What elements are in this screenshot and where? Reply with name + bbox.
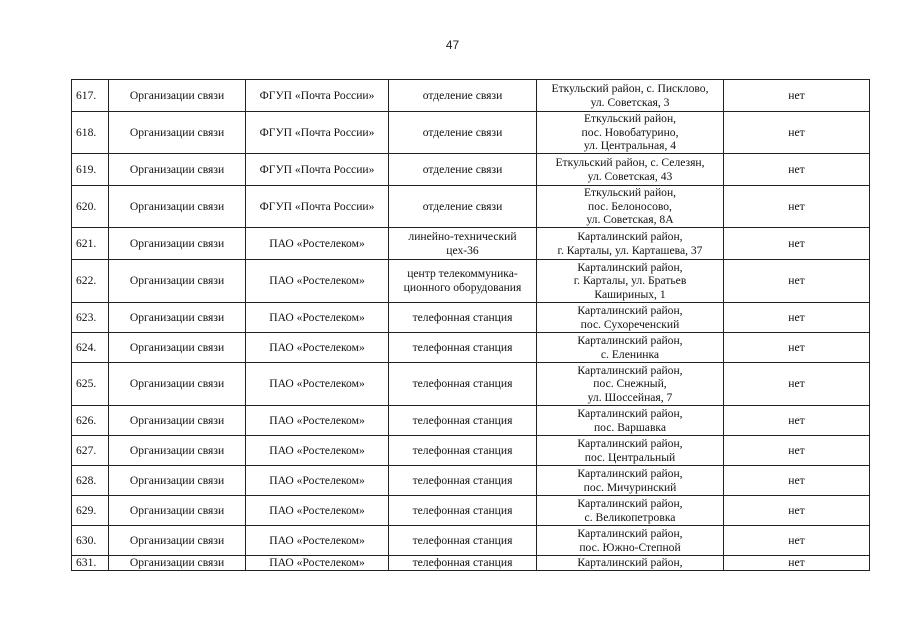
object-line: отделение связи bbox=[422, 199, 503, 213]
address-cell bbox=[537, 556, 724, 571]
value-cell: нет bbox=[724, 186, 870, 228]
object-cell bbox=[389, 112, 537, 154]
object-cell bbox=[389, 436, 537, 466]
row-number-cell: 627. bbox=[72, 436, 109, 466]
organization-cell: ПАО «Ростелеком» bbox=[246, 228, 389, 260]
table-row bbox=[72, 303, 870, 333]
object-line: телефонная станция bbox=[412, 473, 513, 487]
object-cell bbox=[389, 466, 537, 496]
row-number-cell: 625. bbox=[72, 363, 109, 406]
category-cell: Организации связи bbox=[109, 406, 246, 436]
category-cell: Организации связи bbox=[109, 466, 246, 496]
registry-table bbox=[71, 79, 870, 571]
address-line: Карталинский район, bbox=[577, 333, 683, 347]
value-cell: нет bbox=[724, 406, 870, 436]
object-cell bbox=[389, 303, 537, 333]
organization-cell: ПАО «Ростелеком» bbox=[246, 260, 389, 303]
address-line: Карталинский район, bbox=[577, 260, 683, 274]
organization-cell: ПАО «Ростелеком» bbox=[246, 556, 389, 571]
object-line: линейно-технический bbox=[408, 229, 517, 243]
object-cell bbox=[389, 556, 537, 571]
address-line: пос. Варшавка bbox=[593, 420, 667, 434]
page-number: 47 bbox=[445, 38, 460, 52]
address-line: пос. Южно-Степной bbox=[579, 540, 681, 554]
category-cell: Организации связи bbox=[109, 556, 246, 571]
address-line: ул. Советская, 43 bbox=[587, 169, 673, 183]
organization-cell: ПАО «Ростелеком» bbox=[246, 363, 389, 406]
category-cell: Организации связи bbox=[109, 260, 246, 303]
table-row bbox=[72, 466, 870, 496]
category-cell: Организации связи bbox=[109, 436, 246, 466]
organization-cell: ПАО «Ростелеком» bbox=[246, 436, 389, 466]
row-number-cell: 629. bbox=[72, 496, 109, 526]
table-row bbox=[72, 228, 870, 260]
table-row bbox=[72, 363, 870, 406]
row-number-cell: 622. bbox=[72, 260, 109, 303]
row-number-cell: 631. bbox=[72, 556, 109, 571]
value-cell: нет bbox=[724, 466, 870, 496]
object-line: телефонная станция bbox=[412, 340, 513, 354]
organization-cell: ПАО «Ростелеком» bbox=[246, 466, 389, 496]
object-cell bbox=[389, 496, 537, 526]
row-number-cell: 618. bbox=[72, 112, 109, 154]
value-cell: нет bbox=[724, 496, 870, 526]
object-line: телефонная станция bbox=[412, 443, 513, 457]
object-line: отделение связи bbox=[422, 88, 503, 102]
table-row bbox=[72, 526, 870, 556]
object-line: цех-36 bbox=[446, 243, 479, 257]
object-line: телефонная станция bbox=[412, 556, 513, 570]
table-row bbox=[72, 112, 870, 154]
address-line: Карталинский район, bbox=[577, 229, 683, 243]
value-cell: нет bbox=[724, 556, 870, 571]
address-line: пос. Центральный bbox=[584, 450, 676, 464]
table-row bbox=[72, 436, 870, 466]
object-line: отделение связи bbox=[422, 162, 503, 176]
object-line: телефонная станция bbox=[412, 533, 513, 547]
address-line: Еткульский район, с. Писклово, bbox=[551, 81, 709, 95]
value-cell: нет bbox=[724, 228, 870, 260]
organization-cell: ПАО «Ростелеком» bbox=[246, 333, 389, 363]
object-cell bbox=[389, 260, 537, 303]
address-line: с. Великопетровка bbox=[584, 510, 676, 524]
object-line: ционного оборудования bbox=[403, 281, 522, 295]
address-cell bbox=[537, 80, 724, 112]
row-number-cell: 628. bbox=[72, 466, 109, 496]
address-line: г. Карталы, ул. Братьев bbox=[573, 274, 687, 288]
address-line: ул. Центральная, 4 bbox=[583, 139, 677, 153]
category-cell: Организации связи bbox=[109, 363, 246, 406]
address-line: Еткульский район, bbox=[583, 186, 677, 200]
address-line: с. Еленинка bbox=[600, 347, 660, 361]
address-line: пос. Мичуринский bbox=[583, 480, 677, 494]
address-line: Карталинский район, bbox=[577, 406, 683, 420]
table-row bbox=[72, 154, 870, 186]
table-row bbox=[72, 556, 870, 571]
row-number-cell: 623. bbox=[72, 303, 109, 333]
address-line: Карталинский район, bbox=[577, 526, 683, 540]
address-line: г. Карталы, ул. Карташева, 37 bbox=[557, 243, 703, 257]
category-cell: Организации связи bbox=[109, 333, 246, 363]
object-line: центр телекоммуника- bbox=[407, 267, 518, 281]
object-cell bbox=[389, 363, 537, 406]
row-number-cell: 624. bbox=[72, 333, 109, 363]
object-cell bbox=[389, 186, 537, 228]
category-cell: Организации связи bbox=[109, 303, 246, 333]
object-cell bbox=[389, 80, 537, 112]
table-row bbox=[72, 496, 870, 526]
table-row bbox=[72, 186, 870, 228]
table-row bbox=[72, 333, 870, 363]
object-line: телефонная станция bbox=[412, 413, 513, 427]
address-line: пос. Сухореченский bbox=[580, 317, 680, 331]
row-number-cell: 619. bbox=[72, 154, 109, 186]
organization-cell: ПАО «Ростелеком» bbox=[246, 303, 389, 333]
object-cell bbox=[389, 526, 537, 556]
table-row bbox=[72, 260, 870, 303]
address-line: Карталинский район, bbox=[577, 363, 683, 377]
address-line: пос. Новобатурино, bbox=[581, 125, 679, 139]
address-line: пос. Снежный, bbox=[593, 377, 667, 391]
address-cell bbox=[537, 154, 724, 186]
address-line: Еткульский район, с. Селезян, bbox=[555, 155, 705, 169]
object-line: телефонная станция bbox=[412, 310, 513, 324]
value-cell: нет bbox=[724, 154, 870, 186]
address-line: ул. Шоссейная, 7 bbox=[587, 390, 673, 404]
organization-cell: ПАО «Ростелеком» bbox=[246, 496, 389, 526]
address-cell bbox=[537, 496, 724, 526]
address-cell bbox=[537, 406, 724, 436]
row-number-cell: 630. bbox=[72, 526, 109, 556]
address-cell bbox=[537, 260, 724, 303]
category-cell: Организации связи bbox=[109, 112, 246, 154]
address-cell bbox=[537, 186, 724, 228]
row-number-cell: 621. bbox=[72, 228, 109, 260]
value-cell: нет bbox=[724, 436, 870, 466]
address-line: Карталинский район, bbox=[577, 436, 683, 450]
category-cell: Организации связи bbox=[109, 228, 246, 260]
organization-cell: ПАО «Ростелеком» bbox=[246, 526, 389, 556]
object-cell bbox=[389, 154, 537, 186]
category-cell: Организации связи bbox=[109, 80, 246, 112]
object-line: отделение связи bbox=[422, 125, 503, 139]
address-line: Карталинский район, bbox=[577, 466, 683, 480]
organization-cell: ФГУП «Почта России» bbox=[246, 112, 389, 154]
value-cell: нет bbox=[724, 526, 870, 556]
row-number-cell: 620. bbox=[72, 186, 109, 228]
organization-cell: ФГУП «Почта России» bbox=[246, 154, 389, 186]
organization-cell: ФГУП «Почта России» bbox=[246, 80, 389, 112]
object-cell bbox=[389, 228, 537, 260]
address-cell bbox=[537, 228, 724, 260]
value-cell: нет bbox=[724, 260, 870, 303]
object-line: телефонная станция bbox=[412, 503, 513, 517]
address-cell bbox=[537, 526, 724, 556]
address-line: ул. Советская, 8А bbox=[586, 213, 674, 227]
category-cell: Организации связи bbox=[109, 154, 246, 186]
value-cell: нет bbox=[724, 333, 870, 363]
row-number-cell: 617. bbox=[72, 80, 109, 112]
address-cell bbox=[537, 436, 724, 466]
address-line: ул. Советская, 3 bbox=[590, 95, 670, 109]
table-row bbox=[72, 406, 870, 436]
table-row bbox=[72, 80, 870, 112]
row-number-cell: 626. bbox=[72, 406, 109, 436]
value-cell: нет bbox=[724, 363, 870, 406]
value-cell: нет bbox=[724, 112, 870, 154]
address-line: Кашириных, 1 bbox=[594, 287, 666, 301]
address-line: Карталинский район, bbox=[577, 496, 683, 510]
address-cell bbox=[537, 303, 724, 333]
address-line: пос. Белоносово, bbox=[588, 199, 672, 213]
object-cell bbox=[389, 406, 537, 436]
organization-cell: ПАО «Ростелеком» bbox=[246, 406, 389, 436]
object-line: телефонная станция bbox=[412, 377, 513, 391]
category-cell: Организации связи bbox=[109, 496, 246, 526]
category-cell: Организации связи bbox=[109, 526, 246, 556]
address-cell bbox=[537, 333, 724, 363]
value-cell: нет bbox=[724, 80, 870, 112]
address-cell bbox=[537, 466, 724, 496]
category-cell: Организации связи bbox=[109, 186, 246, 228]
object-cell bbox=[389, 333, 537, 363]
address-cell bbox=[537, 363, 724, 406]
address-line: Карталинский район, bbox=[577, 303, 683, 317]
address-cell bbox=[537, 112, 724, 154]
organization-cell: ФГУП «Почта России» bbox=[246, 186, 389, 228]
registry-table-body bbox=[72, 80, 870, 571]
value-cell: нет bbox=[724, 303, 870, 333]
address-line: Еткульский район, bbox=[583, 112, 677, 125]
address-line: Карталинский район, bbox=[577, 556, 683, 570]
